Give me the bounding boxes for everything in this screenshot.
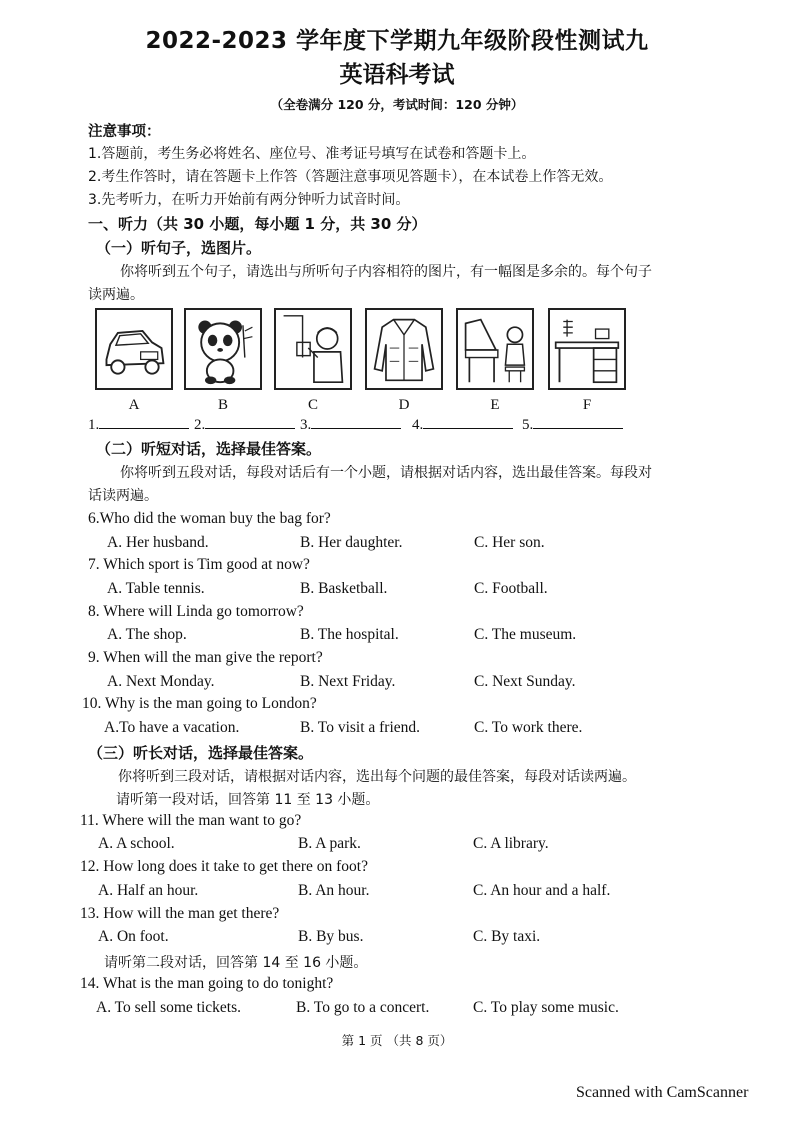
- section-listening-heading: 一、听力（共 30 小题，每小题 1 分，共 30 分）: [88, 215, 427, 233]
- page-number: 第 1 页 （共 8 页）: [341, 1033, 453, 1048]
- picture-label-e: E: [490, 397, 500, 413]
- q12-option-b[interactable]: B. An hour.: [298, 882, 370, 899]
- part2-instruction: 你将听到五段对话，每段对话后有一个小题，请根据对话内容，选出最佳答案。每段对: [120, 465, 652, 481]
- part1-heading: （一）听句子，选图片。: [96, 239, 262, 257]
- question-13: 13. How will the man get there?: [80, 905, 280, 922]
- q11-option-a[interactable]: A. A school.: [98, 835, 175, 852]
- answer-blank-3[interactable]: [300, 414, 401, 434]
- q13-option-a[interactable]: A. On foot.: [98, 928, 169, 945]
- picture-d-coat: [365, 308, 443, 390]
- notes-heading: 注意事项：: [88, 124, 161, 140]
- q8-option-b[interactable]: B. The hospital.: [300, 626, 399, 643]
- q7-option-c[interactable]: C. Football.: [474, 580, 548, 597]
- blank-number: 5.: [522, 417, 534, 433]
- picture-e-girl-piano: [456, 308, 534, 390]
- picture-c-boy-painting: [274, 308, 352, 390]
- exam-info: （全卷满分 120 分，考试时间：120 分钟）: [270, 97, 524, 112]
- part3-instruction: 你将听到三段对话，请根据对话内容，选出每个问题的最佳答案，每段对话读两遍。: [118, 769, 636, 785]
- q11-option-b[interactable]: B. A park.: [298, 835, 361, 852]
- answer-blank-2[interactable]: [194, 414, 295, 434]
- dialog1-intro: 请听第一段对话，回答第 11 至 13 小题。: [116, 792, 380, 808]
- question-9: 9. When will the man give the report?: [88, 649, 323, 666]
- part2-instruction-cont: 话读两遍。: [88, 488, 158, 504]
- picture-f-desk: [548, 308, 626, 390]
- blank-number: 1.: [88, 417, 100, 433]
- exam-subject: 英语科考试: [339, 62, 455, 88]
- q11-option-c[interactable]: C. A library.: [473, 835, 549, 852]
- q6-option-b[interactable]: B. Her daughter.: [300, 534, 403, 551]
- picture-label-d: D: [398, 397, 410, 413]
- panda-icon: [186, 310, 260, 388]
- q7-option-b[interactable]: B. Basketball.: [300, 580, 388, 597]
- answer-blank-4[interactable]: [412, 414, 513, 434]
- q10-option-b[interactable]: B. To visit a friend.: [300, 719, 421, 736]
- question-8: 8. Where will Linda go tomorrow?: [88, 603, 304, 620]
- q14-option-b[interactable]: B. To go to a concert.: [296, 999, 430, 1016]
- q13-option-c[interactable]: C. By taxi.: [473, 928, 541, 945]
- dialog2-intro: 请听第二段对话，回答第 14 至 16 小题。: [104, 955, 368, 971]
- part2-heading: （二）听短对话，选择最佳答案。: [96, 440, 322, 458]
- q8-option-a[interactable]: A. The shop.: [107, 626, 187, 643]
- exam-title: 2022-2023 学年度下学期九年级阶段性测试九: [145, 28, 649, 54]
- q7-option-a[interactable]: A. Table tennis.: [107, 580, 205, 597]
- question-11: 11. Where will the man want to go?: [80, 812, 302, 829]
- q14-option-c[interactable]: C. To play some music.: [473, 999, 619, 1016]
- question-14: 14. What is the man going to do tonight?: [80, 975, 334, 992]
- q14-option-a[interactable]: A. To sell some tickets.: [96, 999, 242, 1016]
- note-item-1: 1.答题前，考生务必将姓名、座位号、准考证号填写在试卷和答题卡上。: [88, 146, 536, 162]
- answer-blank-1[interactable]: [88, 414, 189, 434]
- coat-icon: [367, 310, 441, 388]
- blank-number: 3.: [300, 417, 312, 433]
- desk-icon: [550, 310, 624, 388]
- blank-number: 2.: [194, 417, 206, 433]
- answer-blank-5[interactable]: [522, 414, 623, 434]
- q8-option-c[interactable]: C. The museum.: [474, 626, 577, 643]
- q9-option-c[interactable]: C. Next Sunday.: [474, 673, 576, 690]
- q9-option-a[interactable]: A. Next Monday.: [107, 673, 215, 690]
- question-12: 12. How long does it take to get there on foot?: [80, 858, 368, 875]
- car-icon: [97, 310, 171, 388]
- picture-label-a: A: [128, 397, 140, 413]
- picture-label-f: F: [582, 397, 592, 413]
- q12-option-c[interactable]: C. An hour and a half.: [473, 882, 611, 899]
- picture-b-panda: [184, 308, 262, 390]
- scanner-watermark: Scanned with CamScanner: [576, 1084, 749, 1101]
- picture-label-b: B: [217, 397, 228, 413]
- q13-option-b[interactable]: B. By bus.: [298, 928, 364, 945]
- girl-piano-icon: [458, 310, 532, 388]
- question-7: 7. Which sport is Tim good at now?: [88, 556, 310, 573]
- q10-option-c[interactable]: C. To work there.: [474, 719, 583, 736]
- q6-option-c[interactable]: C. Her son.: [474, 534, 545, 551]
- note-item-3: 3.先考听力，在听力开始前有两分钟听力试音时间。: [88, 192, 410, 208]
- picture-a-car: [95, 308, 173, 390]
- q6-option-a[interactable]: A. Her husband.: [107, 534, 209, 551]
- question-10: 10. Why is the man going to London?: [82, 695, 317, 712]
- part1-instruction-cont: 读两遍。: [88, 287, 144, 303]
- question-6: 6.Who did the woman buy the bag for?: [88, 510, 331, 527]
- part1-instruction: 你将听到五个句子，请选出与所听句子内容相符的图片，有一幅图是多余的。每个句子: [120, 264, 652, 280]
- picture-label-c: C: [307, 397, 318, 413]
- blank-number: 4.: [412, 417, 424, 433]
- q10-option-a[interactable]: A.To have a vacation.: [104, 719, 240, 736]
- part3-heading: （三）听长对话，选择最佳答案。: [88, 744, 314, 762]
- q12-option-a[interactable]: A. Half an hour.: [98, 882, 199, 899]
- note-item-2: 2.考生作答时，请在答题卡上作答（答题注意事项见答题卡），在本试卷上作答无效。: [88, 169, 613, 185]
- q9-option-b[interactable]: B. Next Friday.: [300, 673, 396, 690]
- boy-painting-icon: [276, 310, 350, 388]
